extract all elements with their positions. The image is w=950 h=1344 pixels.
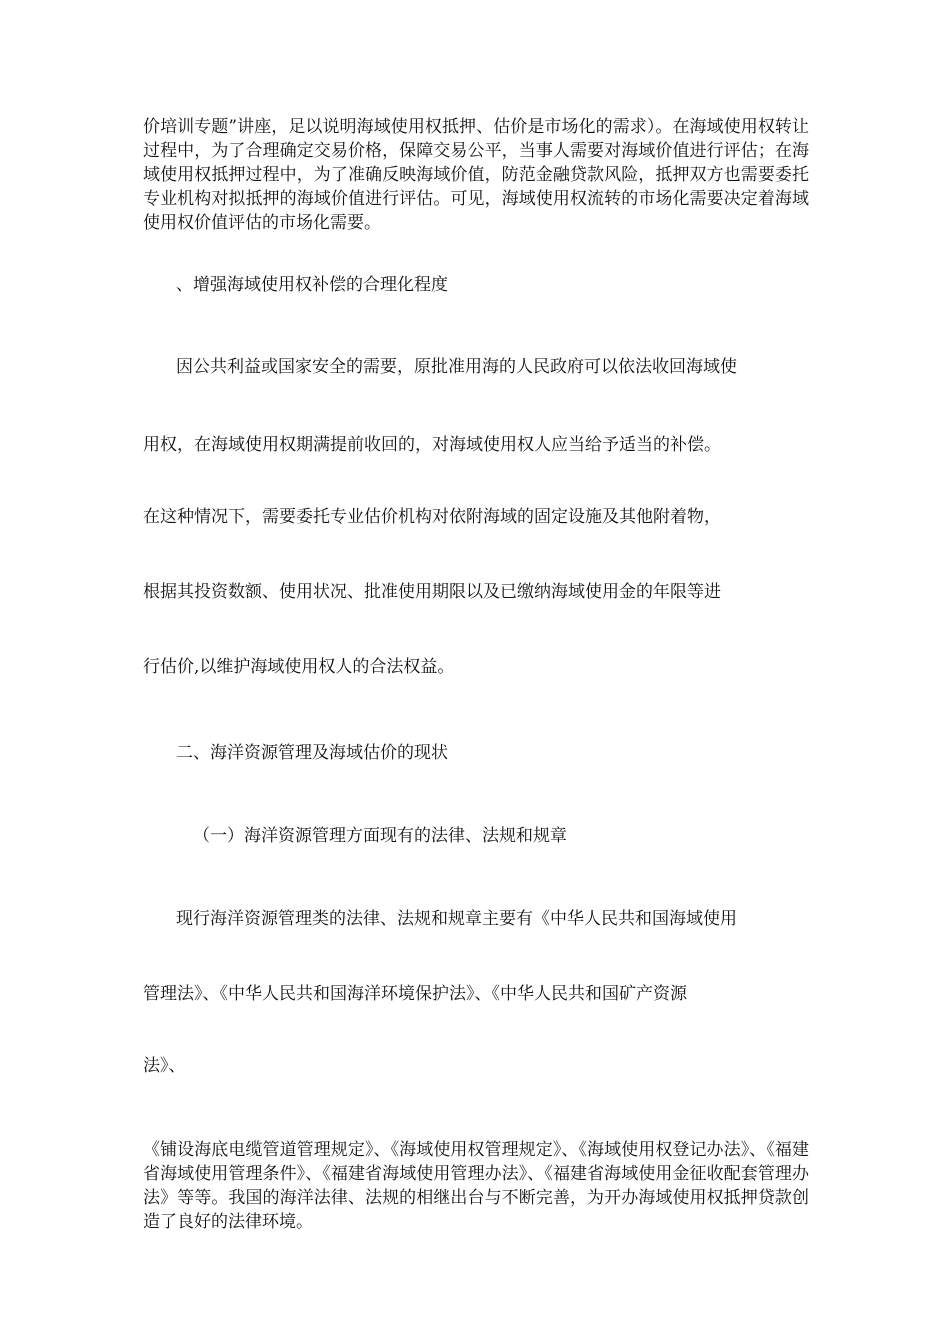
heading-section-2: 二、海洋资源管理及海域估价的现状 xyxy=(176,743,448,763)
heading-subsection-1: （一）海洋资源管理方面现有的法律、法规和规章 xyxy=(193,826,567,846)
compensation-line-2: 用权，在海域使用权期满提前收回的，对海域使用权人应当给予适当的补偿。 xyxy=(143,435,721,455)
compensation-line-4: 根据其投资数额、使用状况、批准使用期限以及已缴纳海域使用金的年限等进 xyxy=(143,582,721,602)
paragraph-legal-environment: 《铺设海底电缆管道管理规定》、《海域使用权管理规定》、《海域使用权登记办法》、《福建省海域使用管理条件》、《福建省海域使用管理办法》、《福建省海域使用金征收配套管理办法》等等。我国的海洋法律、法规的相继出台与不断完善，为开办海域使用权抵押贷款创造了良好的法律环境。 xyxy=(143,1140,809,1232)
laws-line-3: 法》、 xyxy=(143,1056,186,1076)
compensation-line-1: 因公共利益或国家安全的需要，原批准用海的人民政府可以依法收回海域使 xyxy=(176,357,737,377)
laws-line-1: 现行海洋资源管理类的法律、法规和规章主要有《中华人民共和国海域使用 xyxy=(176,909,737,929)
compensation-line-3: 在这种情况下，需要委托专业估价机构对依附海域的固定设施及其他附着物， xyxy=(143,507,721,527)
laws-line-2: 管理法》、《中华人民共和国海洋环境保护法》、《中华人民共和国矿产资源 xyxy=(143,984,687,1004)
paragraph-market-valuation: 价培训专题”讲座，足以说明海域使用权抵押、估价是市场化的需求）。在海域使用权转让过程中，为了合理确定交易价格，保障交易公平，当事人需要对海域价值进行评估；在海域使用权抵押过程中，为了准确反映海域价值，防范金融贷款风险，抵押双方也需要委托专业机构对拟抵押的海域价值进行评估。可见，海域使用权流转的市场化需要决定着海域使用权价值评估的市场化需要。 xyxy=(143,117,809,233)
compensation-line-5: 行估价,以维护海域使用权人的合法权益。 xyxy=(143,657,455,677)
heading-compensation: 、增强海域使用权补偿的合理化程度 xyxy=(176,275,448,295)
